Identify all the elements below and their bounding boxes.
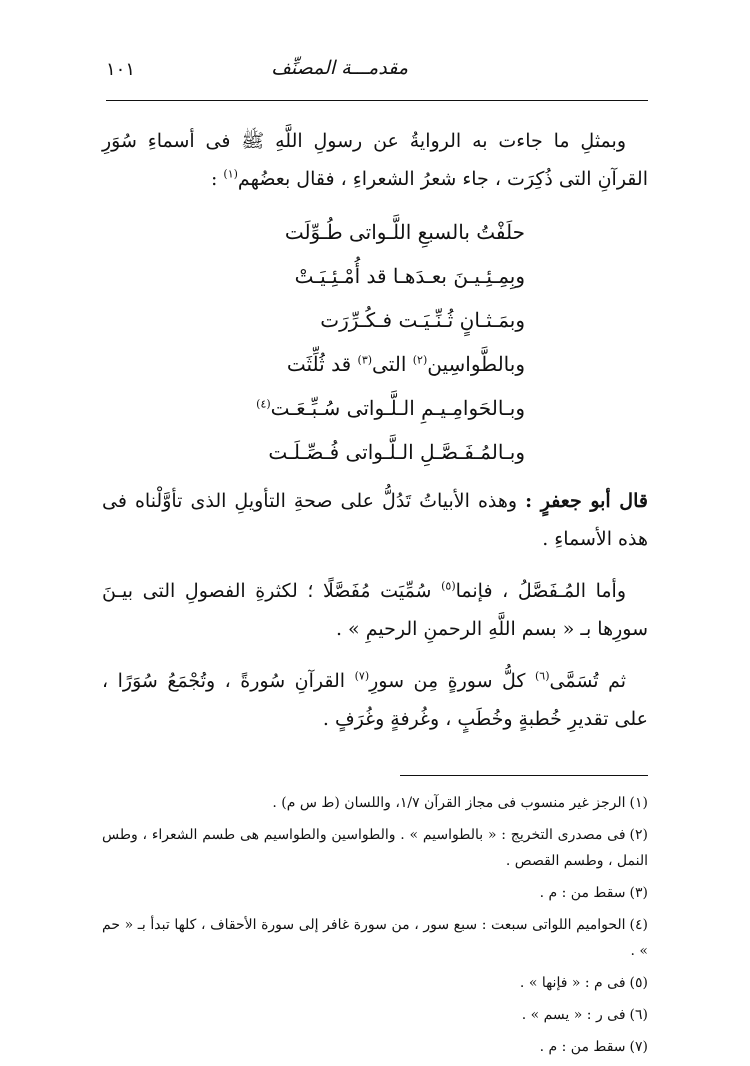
footnote: (٦)فى ر : « يسم » . xyxy=(521,1007,648,1023)
verse-line: وبـالحَوامِـيـمِ الـلَّـواتى سُـبِّـعَـت$^{(٤)}$ xyxy=(256,396,525,420)
paragraph-surah-naming: ثم تُسَمَّى$^{(٦)}$ كلُّ سورةٍ مِن سورِ$^{(٧)}$ القرآنِ سُورةً ، وتُجْمَعُ سُوَرًا ، على تقديرِ خُطبةٍ وخُطَبٍ ، وغُرفةٍ وغُرَفٍ . xyxy=(102,669,648,730)
footnote: (٥)فى م : « فإنها » . xyxy=(519,975,648,991)
footnote-ref: (٦) xyxy=(535,669,550,683)
footnote: (٣)سقط من : م . xyxy=(539,885,648,901)
footnote-ref: (٣) xyxy=(357,353,373,367)
page-header xyxy=(106,55,648,95)
paragraph-commentary: قال أبو جعفرٍ : وهذه الأبياتُ تَدُلُّ على صحةِ التأويلِ الذى تأوَّلْناه فى هذه الأسماءِ . xyxy=(102,490,648,550)
verse-line: حلَفْتُ بالسبعِ اللَّـواتى طُـوِّلَت xyxy=(284,220,525,244)
verse-line: وبالطَّواسِين$^{(٢)}$ التى$^{(٣)}$ قد ثُلِّثَت xyxy=(286,352,525,376)
footnote: (٤)الحواميم اللواتى سبعت : سبع سور ، من سورة غافر إلى سورة الأحقاف ، كلها تبدأ بـ « حم » . xyxy=(102,917,648,959)
footnotes xyxy=(102,790,648,1066)
poem-verses xyxy=(225,210,525,474)
footnote: (٢)فى مصدرى التخريج : « بالطواسيم » . والطواسين والطواسيم هى طسم الشعراء ، وطس النمل ، وطسم القصص . xyxy=(102,827,648,869)
footnote-ref: (٤) xyxy=(256,397,271,411)
paragraph-intro: وبمثلِ ما جاءت به الروايةُ عن رسولِ اللَّهِ ﷺ فى أسماءِ سُوَرِ القرآنِ التى ذُكِرَت ، جاء شعرُ الشعراءِ ، فقال بعضُهم$^{(١)}$ : xyxy=(102,130,648,190)
footnote-ref: (٥) xyxy=(441,579,456,593)
footnote-ref: (١) xyxy=(223,167,238,181)
footnote-ref: (٢) xyxy=(412,353,428,367)
footnote: (١)الرجز غير منسوب فى مجاز القرآن ١/٧، واللسان (ط س م) . xyxy=(272,795,648,811)
author-attribution: قال أبو جعفرٍ : xyxy=(525,490,648,512)
header-divider xyxy=(106,100,648,101)
footnote-ref: (٧) xyxy=(354,669,370,683)
verse-line: وبِمِـئِـيـنَ بعـدَهـا قد أُمْـئِـيَـتْ xyxy=(294,264,525,288)
paragraph-mufassal: وأما المُـفَصَّلُ ، فإنما$^{(٥)}$ سُمِّيَت مُفَصَّلًا ؛ لكثرةِ الفصولِ التى بيـنَ سورِها بـ « بسم اللَّهِ الرحمنِ الرحيمِ » . xyxy=(102,579,648,640)
footnote-divider xyxy=(400,775,648,776)
page-number: ١٠١ xyxy=(106,59,136,80)
verse-line: وبـالمُـفَـصَّـلِ الـلَّـواتى فُـصِّـلَـت xyxy=(268,440,525,464)
footnote: (٧)سقط من : م . xyxy=(539,1039,648,1055)
verse-line: وبمَـثـانٍ ثُـنِّـيَـت فـكُـرِّرَت xyxy=(320,308,525,332)
running-title: مقدمـــة المصنِّف xyxy=(271,57,408,79)
